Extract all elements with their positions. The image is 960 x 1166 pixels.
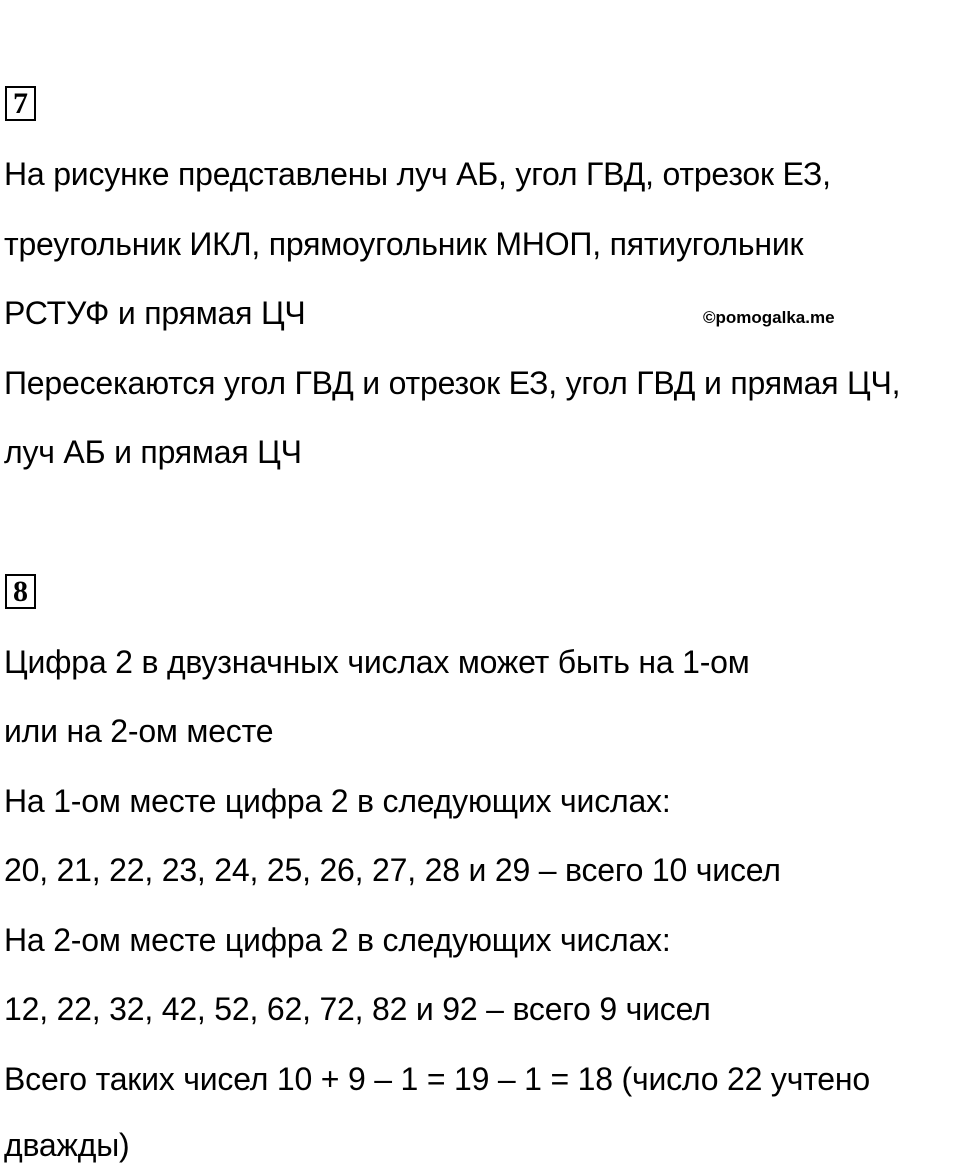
task-8-number: 8	[5, 574, 36, 609]
task-7-line-4: Пересекаются угол ГВД и отрезок ЕЗ, угол ГВД и прямая ЦЧ,	[4, 365, 901, 401]
task-8-line-1: Цифра 2 в двузначных числах может быть на 1-ом	[4, 644, 750, 680]
task-8-line-6: 12, 22, 32, 42, 52, 62, 72, 82 и 92 – всего 9 чисел	[4, 991, 711, 1027]
task-8-line-5: На 2-ом месте цифра 2 в следующих числах:	[4, 922, 671, 958]
task-7-line-5: луч АБ и прямая ЦЧ	[4, 434, 302, 470]
task-8-line-7: Всего таких чисел 10 + 9 – 1 = 19 – 1 = 18 (число 22 учтено	[4, 1061, 870, 1097]
task-8-line-2: или на 2-ом месте	[4, 713, 274, 749]
task-8-line-3: На 1-ом месте цифра 2 в следующих числах:	[4, 783, 671, 819]
watermark: ©pomogalka.me	[703, 308, 835, 327]
task-8-line-8: дважды)	[4, 1127, 130, 1163]
task-7-line-2: треугольник ИКЛ, прямоугольник МНОП, пятиугольник	[4, 226, 804, 262]
task-7-line-3: РСТУФ и прямая ЦЧ	[4, 295, 306, 331]
task-8-line-4: 20, 21, 22, 23, 24, 25, 26, 27, 28 и 29 – всего 10 чисел	[4, 852, 781, 888]
task-7-number: 7	[5, 86, 36, 121]
task-7-line-1: На рисунке представлены луч АБ, угол ГВД, отрезок ЕЗ,	[4, 156, 831, 192]
